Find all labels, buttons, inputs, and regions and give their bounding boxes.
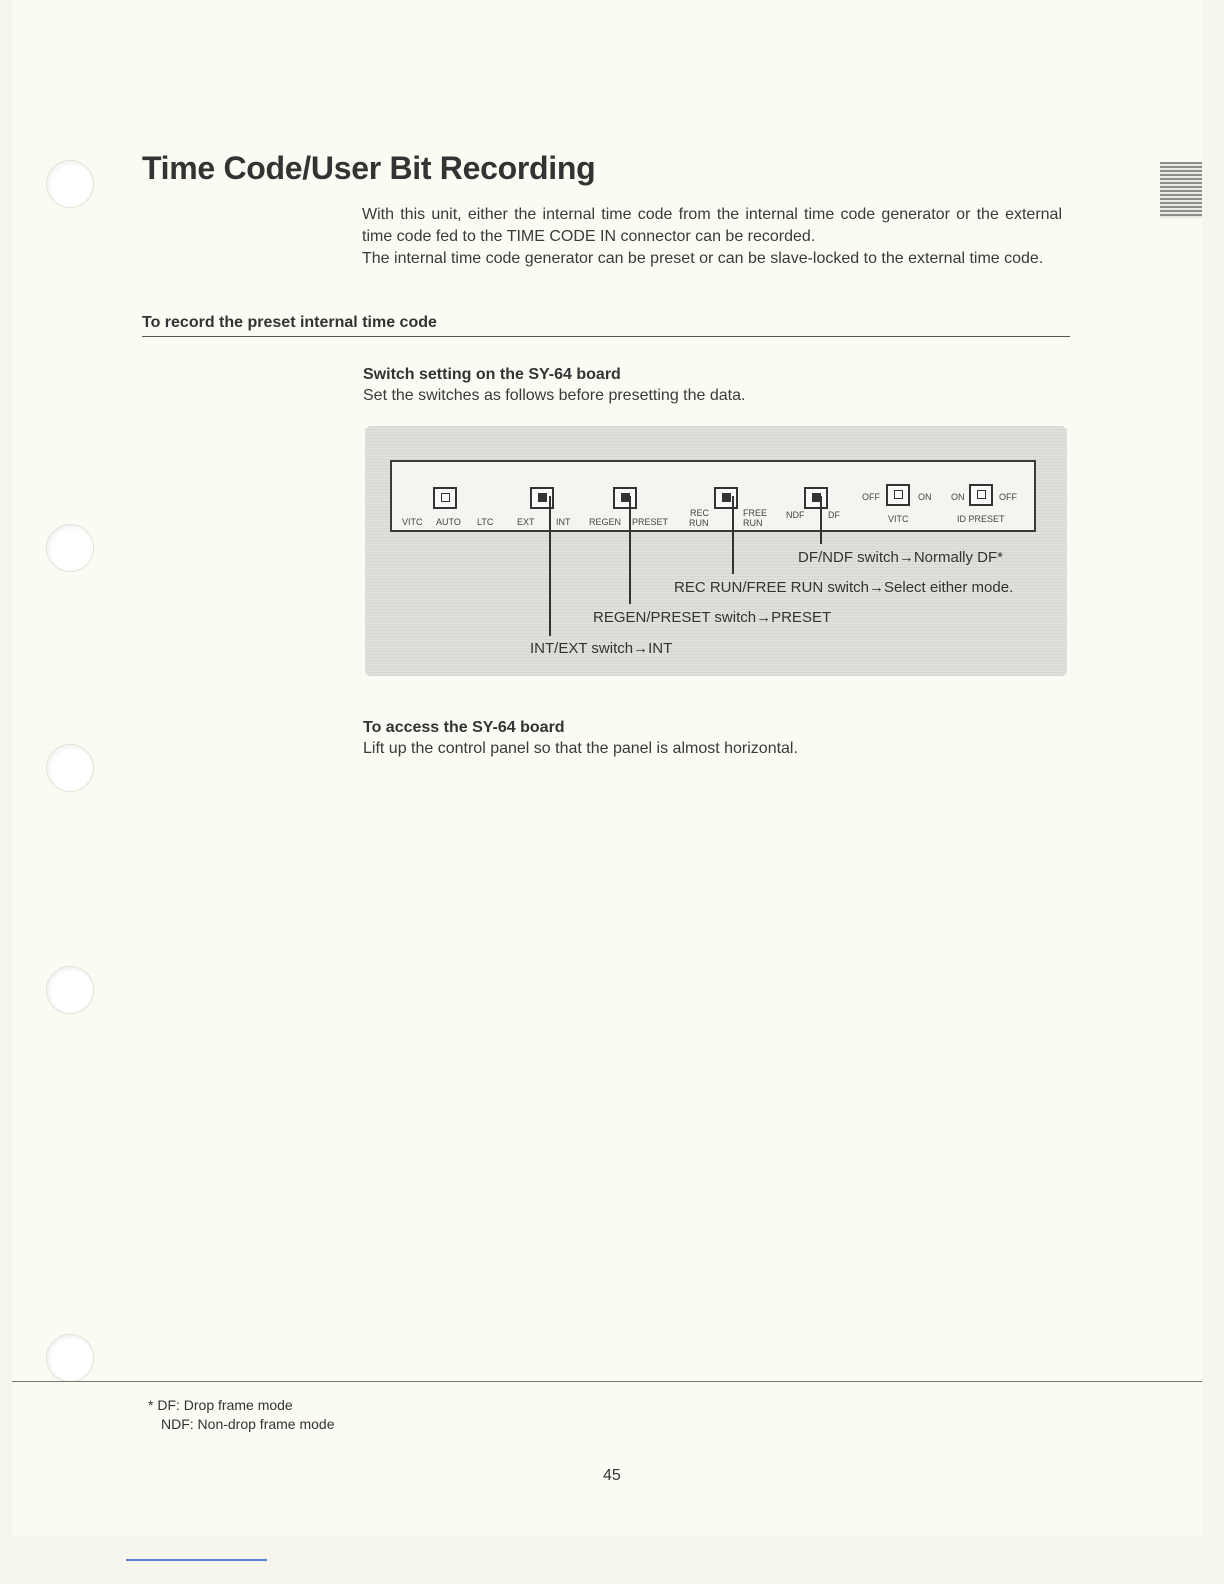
regen-preset-switch [613,487,637,509]
label-ext: EXT [517,517,535,527]
label-vitc-2: VITC [888,514,909,524]
callout-df-ndf: DF/NDF switch→Normally DF* [798,549,1004,566]
callout-rec-run: REC RUN/FREE RUN switch→Select either mode. [674,579,1014,596]
label-vitc: VITC [402,517,423,527]
binder-hole [46,966,94,1014]
label-off: OFF [999,492,1017,502]
binder-hole [46,524,94,572]
df-ndf-switch [804,487,828,509]
switch-setting-text: Set the switches as follows before presetting the data. [363,387,746,404]
label-rec: REC [690,508,710,518]
switch-setting-title: Switch setting on the SY-64 board [363,366,621,383]
switch-knob [977,490,986,499]
intro-text [362,204,1062,270]
switch-knob [894,490,903,499]
footer-divider [12,1381,1202,1382]
label-on: ON [951,492,965,502]
label-id-preset: ID PRESET [957,514,1005,524]
binder-hole [46,744,94,792]
label-run: RUN [743,518,763,528]
label-on: ON [918,492,932,502]
df-ndf-leader-line [820,496,822,544]
label-auto: AUTO [436,517,461,527]
label-ndf: NDF [786,510,805,520]
callout-regen-preset: REGEN/PRESET switch→PRESET [593,609,832,626]
rec-run-free-run-switch [714,487,738,509]
label-df: DF [828,510,840,520]
access-title: To access the SY-64 board [363,719,565,736]
intro-paragraph: The internal time code generator can be preset or can be slave-locked to the external time code. [362,250,1044,267]
label-int: INT [556,517,571,527]
section-heading: To record the preset internal time code [142,314,437,331]
section-thumb-tab [1160,162,1202,218]
footnote-ndf: NDF: Non-drop frame mode [161,1416,335,1432]
scan-edge-mark [126,1559,267,1561]
footnote-df: * DF: Drop frame mode [148,1397,293,1413]
id-preset-switch [969,484,993,506]
int-ext-leader-line [549,496,551,636]
rec-run-leader-line [732,496,734,574]
vitc-auto-ltc-switch [433,487,457,509]
binder-hole [46,160,94,208]
switch-knob [538,493,547,502]
label-run: RUN [689,518,709,528]
label-off: OFF [862,492,880,502]
label-preset: PRESET [632,517,669,527]
label-ltc: LTC [477,517,494,527]
label-regen: REGEN [589,517,622,527]
switch-knob [441,493,450,502]
vitc-on-off-switch [886,484,910,506]
access-text: Lift up the control panel so that the panel is almost horizontal. [363,740,798,757]
switch-knob [722,493,731,502]
regen-preset-leader-line [629,496,631,604]
page-number: 45 [603,1467,621,1484]
callout-int-ext: INT/EXT switch→INT [530,640,673,657]
binder-hole [46,1334,94,1382]
section-divider [142,336,1070,337]
page-title: Time Code/User Bit Recording [142,150,596,186]
label-free: FREE [743,508,768,518]
intro-paragraph: With this unit, either the internal time code from the internal time code generator or the external time code fed to the TIME CODE IN connector can be recorded. [362,206,1062,245]
